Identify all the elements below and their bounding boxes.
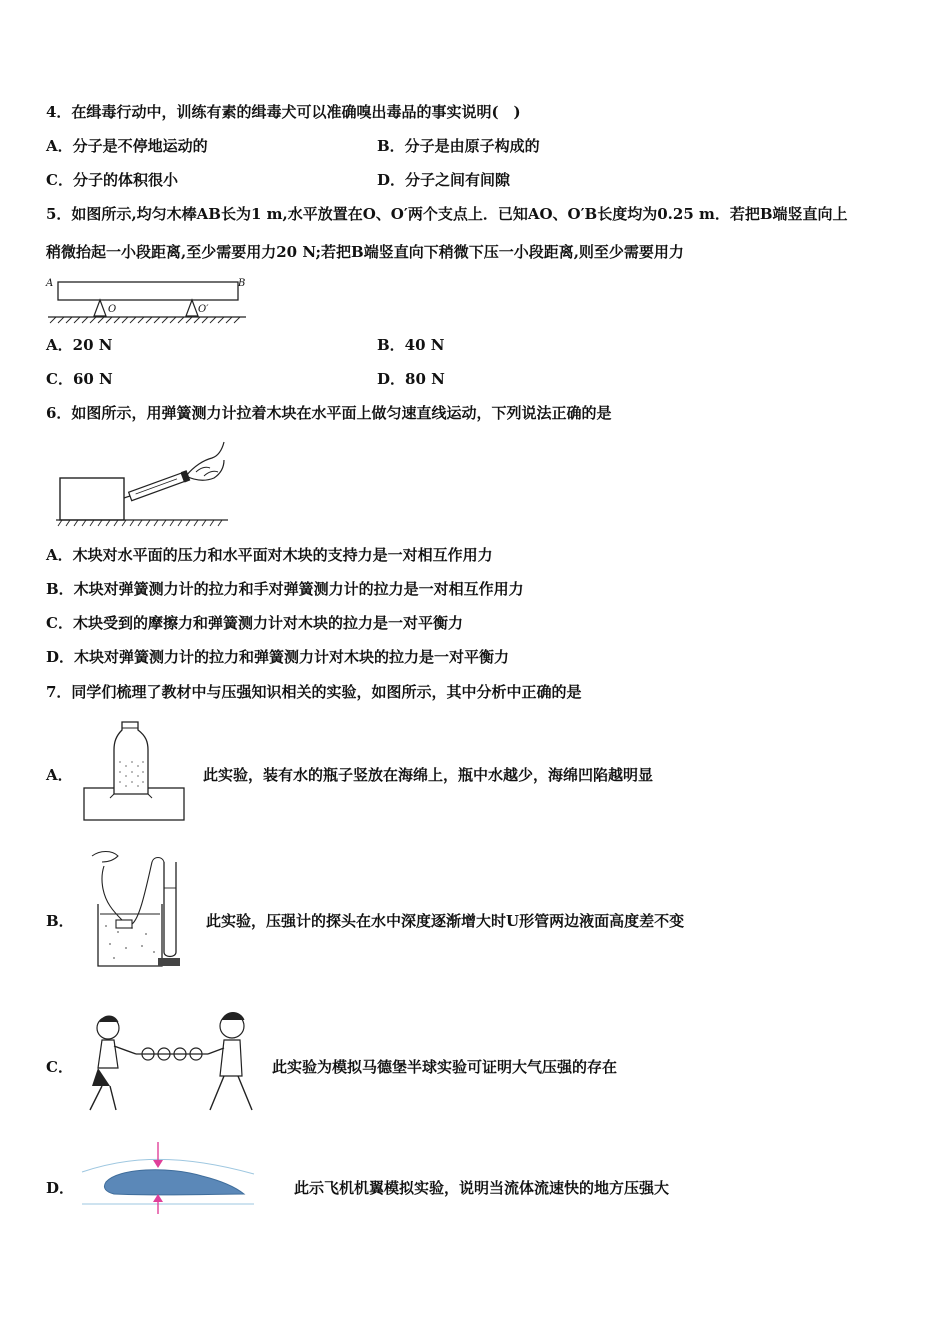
q4-stem: 4．在缉毒行动中，训练有素的缉毒犬可以准确嗅出毒品的事实说明( ) xyxy=(46,103,521,121)
q4-option-d: D．分子之间有间隙 xyxy=(377,171,511,189)
q5-stem-line1: 5．如图所示,均匀木棒AB长为1 m,水平放置在O、O′两个支点上．已知AO、O′B长度均为0.25 m．若把B端竖直向上 xyxy=(46,205,848,223)
q7c-figure-magdeburg-simulation xyxy=(80,1006,264,1118)
q7-option-b-text: 此实验，压强计的探头在水中深度逐渐增大时U形管两边液面高度差不变 xyxy=(206,912,685,930)
q7-option-c-text: 此实验为模拟马德堡半球实验可证明大气压强的存在 xyxy=(272,1058,618,1076)
q4-option-a: A．分子是不停地运动的 xyxy=(46,137,208,155)
q7-option-a-text: 此实验，装有水的瓶子竖放在海绵上，瓶中水越少，海绵凹陷越明显 xyxy=(203,766,654,784)
q6-option-d: D．木块对弹簧测力计的拉力和弹簧测力计对木块的拉力是一对平衡力 xyxy=(46,648,510,666)
q5-label-o-prime: O′ xyxy=(198,304,209,315)
q5-stem-line2: 稍微抬起一小段距离,至少需要用力20 N;若把B端竖直向下稍微下压一小段距离,则至少需要用力 xyxy=(46,243,684,261)
q6-option-c: C．木块受到的摩擦力和弹簧测力计对木块的拉力是一对平衡力 xyxy=(46,614,463,632)
q6-figure-spring-scale xyxy=(54,436,232,532)
q5-option-a: A．20 N xyxy=(46,336,113,354)
q6-option-b: B．木块对弹簧测力计的拉力和手对弹簧测力计的拉力是一对相互作用力 xyxy=(46,580,524,598)
q6-option-a: A．木块对水平面的压力和水平面对木块的支持力是一对相互作用力 xyxy=(46,546,493,564)
q5-figure-lever xyxy=(44,276,254,326)
q7-option-c-letter: C． xyxy=(46,1058,73,1076)
q7a-figure-bottle-sponge xyxy=(80,718,188,822)
q5-option-b: B．40 N xyxy=(377,336,445,354)
q6-stem: 6．如图所示，用弹簧测力计拉着木块在水平面上做匀速直线运动，下列说法正确的是 xyxy=(46,404,612,422)
q4-option-c: C．分子的体积很小 xyxy=(46,171,178,189)
q7-option-d-letter: D． xyxy=(46,1179,75,1197)
q5-label-o: O xyxy=(108,304,117,315)
q7-option-d-text: 此示飞机机翼模拟实验，说明当流体流速快的地方压强大 xyxy=(294,1179,670,1197)
q7b-figure-pressure-gauge xyxy=(74,848,186,974)
q5-label-b: B xyxy=(238,278,246,289)
q7-option-a-letter: A． xyxy=(46,766,73,784)
q7-stem: 7．同学们梳理了教材中与压强知识相关的实验，如图所示，其中分析中正确的是 xyxy=(46,683,582,701)
q7-option-b-letter: B． xyxy=(46,912,74,930)
q5-option-d: D．80 N xyxy=(377,370,445,388)
q4-option-b: B．分子是由原子构成的 xyxy=(377,137,540,155)
q5-option-c: C．60 N xyxy=(46,370,113,388)
q5-label-a: A xyxy=(46,278,54,289)
q7d-figure-wing-model xyxy=(78,1138,258,1218)
